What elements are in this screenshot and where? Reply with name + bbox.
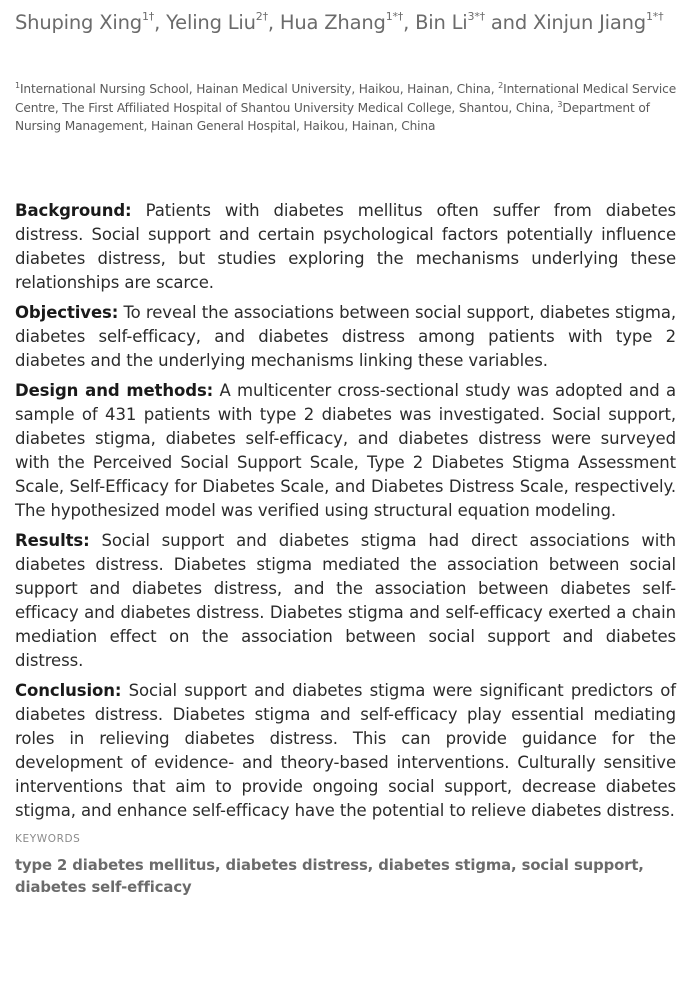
author[interactable]: Hua Zhang$^{1*\dagger}$: [279, 9, 404, 34]
affiliations: [15, 80, 685, 136]
abstract-conclusion: [15, 679, 676, 823]
affiliation: $^2$International Medical Service Centre, The First Affiliated Hospital of Shantou University Medical College, Shantou, China,: [15, 80, 677, 115]
section-text: Social support and diabetes stigma were significant predictors of diabetes distress. Diabetes stigma and self-efficacy play essential mediating roles in relieving diabetes distress. This can provide guidance for the development of evidence- and theory-based interventions. Culturally sensitive interventions that aim to provide ongoing social support, decrease diabetes stigma, and enhance self-efficacy have the potential to relieve diabetes distress.: [15, 681, 676, 820]
author[interactable]: Xinjun Jiang$^{1*\dagger}$: [533, 9, 664, 34]
abstract-design-methods: [15, 379, 676, 523]
author[interactable]: Shuping Xing$^{1\dagger}$: [15, 9, 155, 34]
section-text: Social support and diabetes stigma had direct associations with diabetes distress. Diabetes stigma mediated the association between social support and diabetes distress, and the association between diabetes self-efficacy and diabetes distress. Diabetes stigma and self-efficacy exerted a chain mediation effect on the association between social support and diabetes distress.: [15, 531, 676, 670]
abstract-background: [15, 199, 676, 295]
section-label: Background:: [15, 201, 132, 220]
author[interactable]: Bin $Li^{3*\dagger}$: [415, 9, 485, 34]
abstract-results: [15, 529, 676, 673]
abstract: [15, 199, 676, 829]
abstract-objectives: [15, 301, 676, 373]
author[interactable]: Yeling Liu$^{2\dagger}$: [166, 9, 268, 34]
keywords-label: KEYWORDS: [15, 833, 81, 845]
affiliation: $^3$Department of Nursing Management, Hainan General Hospital, Haikou, Hainan, China: [15, 99, 650, 133]
affiliation: $^1$International Nursing School, Hainan Medical University, Haikou, Hainan, China,: [15, 80, 499, 96]
section-text: A multicenter cross-sectional study was adopted and a sample of 431 patients with type 2 diabetes was investigated. Social support, diabetes stigma, diabetes self-efficacy, and diabetes distress were surveyed with the Perceived Social Support Scale, Type 2 Diabetes Stigma Assessment Scale, Self-Efficacy for Diabetes Scale, and Diabetes Distress Scale, respectively. The hypothesized model was verified using structural equation modeling.: [15, 381, 676, 520]
section-text: To reveal the associations between social support, diabetes stigma, diabetes self-efficacy, and diabetes distress among patients with type 2 diabetes and the underlying mechanisms linking these variables.: [15, 303, 676, 370]
section-label: Objectives:: [15, 303, 119, 322]
section-label: Conclusion:: [15, 681, 122, 700]
author-list: Shuping Xing$^{1\dagger}$, Yeling Liu$^{2\dagger}$, Hua Zhang$^{1*\dagger}$, Bin $Li^{3*\dagger}$ and Xinjun Jiang$^{1*\dagger}$: [15, 9, 664, 34]
keywords-list: type 2 diabetes mellitus, diabetes distress, diabetes stigma, social support, diabetes self-efficacy: [15, 857, 644, 896]
section-label: Design and methods:: [15, 381, 214, 400]
section-text: Patients with diabetes mellitus often suffer from diabetes distress. Social support and certain psychological factors potentially influence diabetes distress, but studies exploring the mechanisms underlying these relationships are scarce.: [15, 201, 676, 292]
section-label: Results:: [15, 531, 90, 550]
